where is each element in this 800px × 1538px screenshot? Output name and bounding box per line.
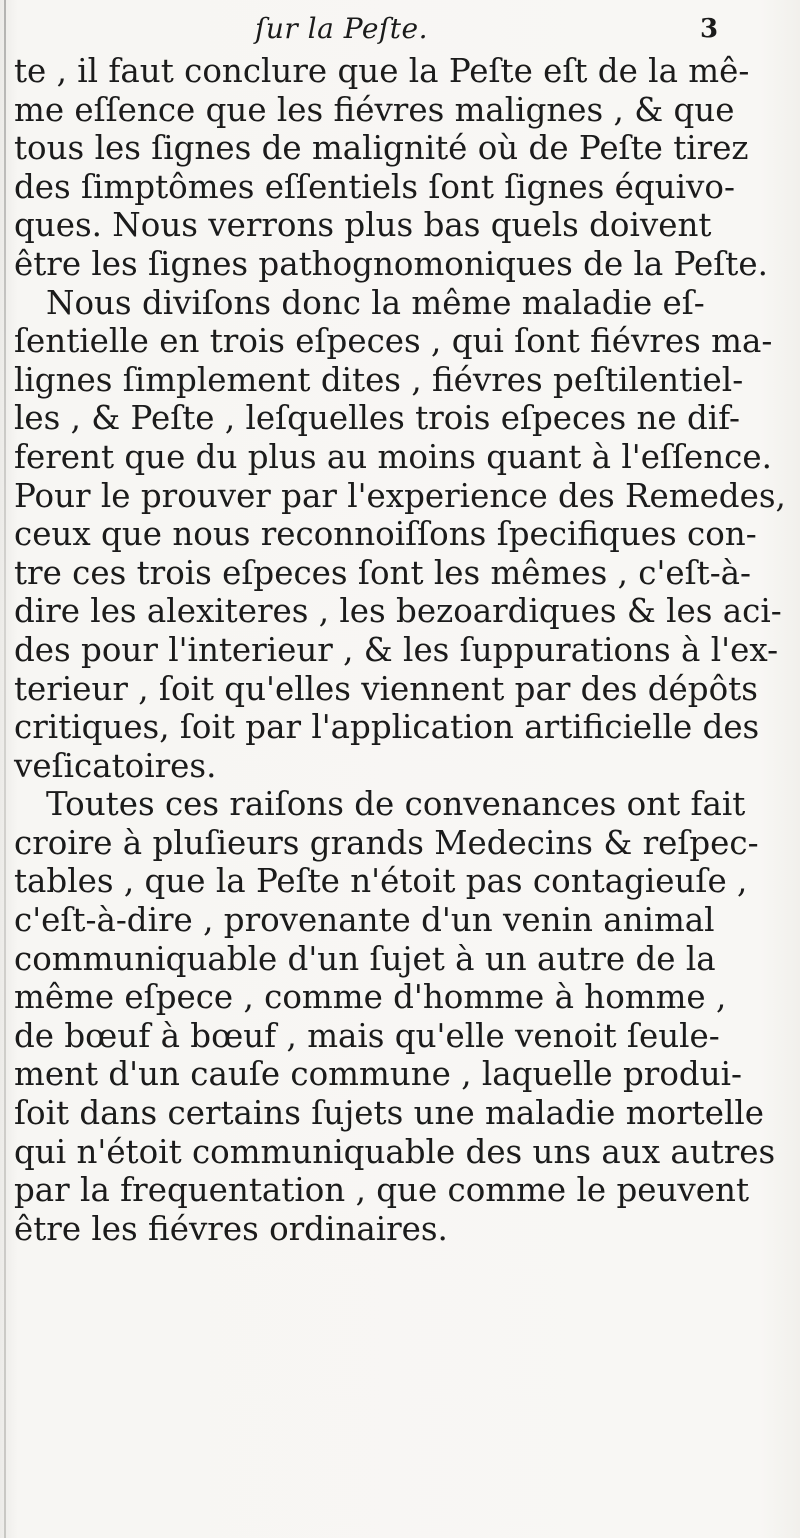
text-line: tables , que la Peſte n'étoit pas contagieuſe , bbox=[14, 862, 748, 901]
page-gutter-edge bbox=[4, 0, 6, 1538]
text-line: te , il faut conclure que la Peſte eſt de la mê- bbox=[14, 52, 750, 90]
text-line: lignes ſimplement dites , fiévres peſtilentiel- bbox=[14, 360, 744, 399]
text-line: même eſpece , comme d'homme à homme , bbox=[14, 978, 727, 1017]
text-line: ment d'un cauſe commune , laquelle produi- bbox=[14, 1055, 743, 1094]
text-line: me eſſence que les fiévres malignes , & que bbox=[14, 90, 735, 129]
running-head: ſur la Peſte. bbox=[255, 12, 428, 45]
text-line: dire les alexiteres , les bezoardiques & les aci- bbox=[14, 592, 782, 631]
page-number: 3 bbox=[700, 14, 719, 44]
text-line: être les ſignes pathognomoniques de la Peſte. bbox=[14, 244, 768, 283]
paragraph-start-line: Nous diviſons donc la même maladie eſ- bbox=[46, 283, 705, 322]
text-line: ceux que nous reconnoiſſons ſpecifiques con- bbox=[14, 515, 757, 554]
text-line: terieur , ſoit qu'elles viennent par des dépôts bbox=[14, 669, 758, 708]
text-line: qui n'étoit communiquable des uns aux autres bbox=[14, 1132, 776, 1171]
text-line: tre ces trois eſpeces ſont les mêmes , c'eſt-à- bbox=[14, 553, 752, 592]
text-line: veſicatoires. bbox=[14, 746, 217, 785]
text-line: par la frequentation , que comme le peuvent bbox=[14, 1171, 750, 1210]
text-line: les , & Peſte , leſquelles trois eſpeces ne dif- bbox=[14, 399, 741, 438]
text-line: croire à pluſieurs grands Medecins & reſpec- bbox=[14, 823, 759, 862]
text-line: tous les ſignes de malignité où de Peſte tirez bbox=[14, 129, 749, 168]
text-line: de bœuf à bœuf , mais qu'elle venoit ſeule- bbox=[14, 1016, 720, 1055]
text-line: des pour l'interieur , & les ſuppurations à l'ex- bbox=[14, 630, 779, 669]
page-header bbox=[0, 12, 800, 52]
text-line: ques. Nous verrons plus bas quels doivent bbox=[14, 206, 712, 245]
text-line: c'eſt-à-dire , provenante d'un venin animal bbox=[14, 901, 715, 940]
text-line: communiquable d'un ſujet à un autre de la bbox=[14, 939, 716, 978]
text-line: des ſimptômes eſſentiels ſont ſignes équivo- bbox=[14, 167, 735, 206]
text-line: ferent que du plus au moins quant à l'eſſence. bbox=[14, 437, 772, 476]
text-line: ſoit dans certains ſujets une maladie mortelle bbox=[14, 1094, 764, 1133]
text-line: être les fiévres ordinaires. bbox=[14, 1209, 448, 1248]
text-line: ſentielle en trois eſpeces , qui ſont fiévres ma- bbox=[14, 322, 773, 361]
text-line: critiques, ſoit par l'application artificielle des bbox=[14, 708, 760, 747]
text-line: Pour le prouver par l'experience des Remedes, bbox=[14, 476, 786, 515]
paragraph-start-line: Toutes ces raiſons de convenances ont fait bbox=[46, 785, 746, 824]
body-text bbox=[14, 52, 786, 1248]
